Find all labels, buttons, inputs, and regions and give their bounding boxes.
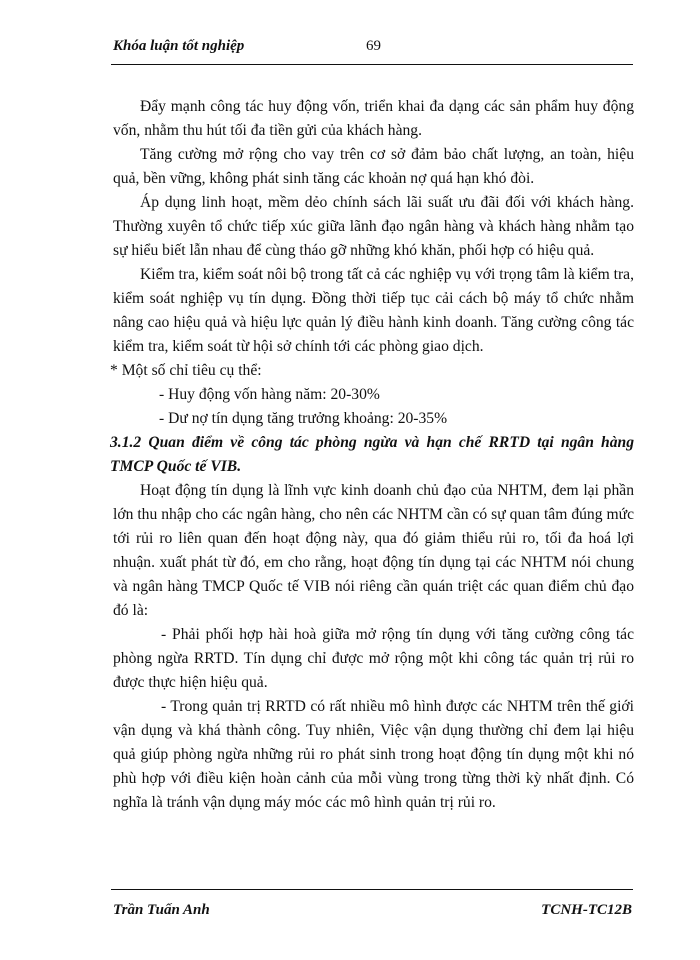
paragraph: Áp dụng linh hoạt, mềm dẻo chính sách lãi suất ưu đãi đối với khách hàng. Thường xuyên tổ chức tiếp xúc giữa lãnh đạo ngân hàng và khách hàng nhằm tạo sự hiểu biết lẫn nhau để cùng tháo gỡ những khó khăn, phối hợp có hiệu quả. <box>113 194 634 259</box>
paragraph: Đẩy mạnh công tác huy động vốn, triển khai đa dạng các sản phẩm huy động vốn, nhằm thu hút tối đa tiền gửi của khách hàng. <box>113 98 634 139</box>
section-heading: 3.1.2 Quan điểm về công tác phòng ngừa và hạn chế RRTD tại ngân hàng TMCP Quốc tế VIB. <box>110 434 634 475</box>
viewpoint-item: - Trong quản trị RRTD có rất nhiều mô hình được các NHTM trên thế giới vận dụng và khá thành công. Tuy nhiên, Việc vận dụng thường chỉ đem lại hiệu quả giúp phòng ngừa những rủi ro phát sinh trong hoạt động tín dụng một khi nó phù hợp với điều kiện hoàn cảnh của mỗi vùng trong từng thời kỳ nhất định. Có nghĩa là tránh vận dụng máy móc các mô hình quản trị rủi ro. <box>113 698 634 811</box>
page-number: 69 <box>366 38 381 54</box>
paragraph: Tăng cường mở rộng cho vay trên cơ sở đảm bảo chất lượng, an toàn, hiệu quả, bền vững, không phát sinh tăng các khoản nợ quá hạn khó đòi. <box>113 146 634 187</box>
viewpoint-item: - Phải phối hợp hài hoà giữa mở rộng tín dụng với tăng cường công tác phòng ngừa RRTD. Tín dụng chỉ được mở rộng một khi công tác quản trị rủi ro được thực hiện hiệu quả. <box>113 626 634 691</box>
page-header <box>113 38 632 64</box>
footer-class-code: TCNH-TC12B <box>541 902 632 918</box>
target-item: - Dư nợ tín dụng tăng trưởng khoảng: 20-35% <box>159 410 448 427</box>
paragraph: Hoạt động tín dụng là lĩnh vực kinh doanh chủ đạo của NHTM, đem lại phần lớn thu nhập cho các ngân hàng, cho nên các NHTM cần có sự quan tâm đúng mức tới rủi ro liên quan đến hoạt động này, qua đó giảm thiểu rủi ro, tối đa hoá lợi nhuận. xuất phát từ đó, em cho rằng, hoạt động tín dụng tại các NHTM nói chung và ngân hàng TMCP Quốc tế VIB nói riêng cần quán triệt các quan điểm chủ đạo đó là: <box>113 482 634 619</box>
footer-author: Trần Tuấn Anh <box>113 902 210 918</box>
targets-label: * Một số chỉ tiêu cụ thể: <box>110 362 262 379</box>
header-divider <box>111 64 633 65</box>
footer-divider <box>111 889 633 890</box>
target-item: - Huy động vốn hàng năm: 20-30% <box>159 386 380 403</box>
header-title: Khóa luận tốt nghiệp <box>113 38 245 54</box>
document-body <box>110 95 634 815</box>
paragraph: Kiểm tra, kiểm soát nôi bộ trong tất cả các nghiệp vụ với trọng tâm là kiểm tra, kiểm soát nghiệp vụ tín dụng. Đồng thời tiếp tục cải cách bộ máy tổ chức nhằm nâng cao hiệu quả và hiệu lực quản lý điều hành kinh doanh. Tăng cường công tác kiểm tra, kiểm soát từ hội sở chính tới các phòng giao dịch. <box>113 266 634 355</box>
